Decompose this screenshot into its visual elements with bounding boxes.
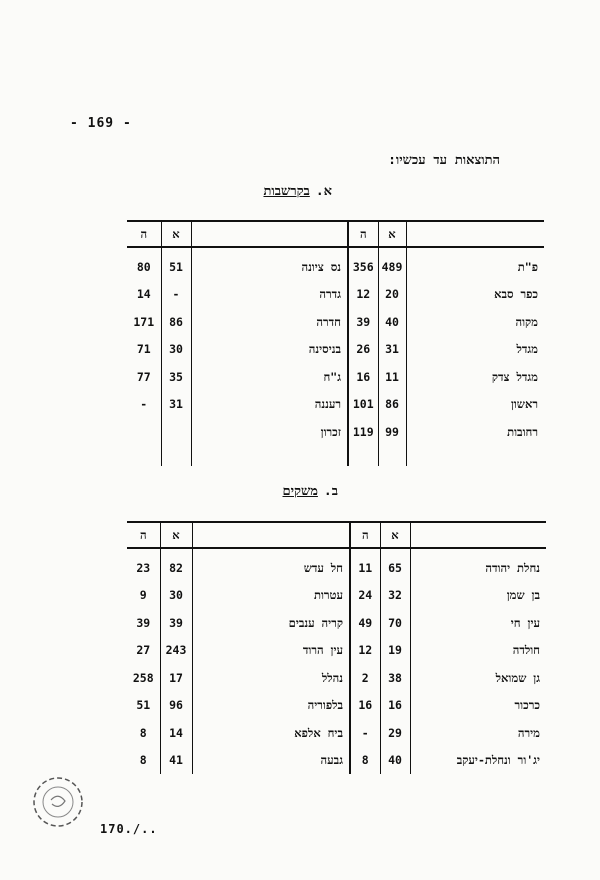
table-row [127,582,546,610]
value-cell: 24 [350,582,380,610]
value-cell: 243 [160,637,192,665]
value-cell: 8 [139,725,147,740]
value-cell: 258 [132,670,154,685]
value-cell: 23 [136,560,151,575]
value-cell: 14 [160,719,192,747]
place-cell: נחלת יהודה [410,554,546,582]
value-cell: 40 [378,308,406,336]
value-cell: 11 [378,363,406,391]
table-row [127,281,544,309]
table-header-row [127,221,544,247]
value-cell [127,418,161,446]
value-cell: 38 [380,664,410,692]
value-cell: 86 [161,308,191,336]
value-cell: 82 [160,554,192,582]
value-cell: 30 [161,336,191,364]
place-cell: מגדל צדק [406,363,544,391]
section-a-label: בקרשבות [263,184,310,199]
value-cell: 86 [378,391,406,419]
table-row [127,637,546,665]
place-cell: כרכור [410,692,546,720]
table-row [127,719,546,747]
place-cell: בניסינה [191,336,348,364]
place-cell: ראשון [406,391,544,419]
table-row [127,253,544,281]
value-cell: 119 [348,418,378,446]
value-cell: - [350,719,380,747]
section-b-title [283,483,338,499]
place-cell: נס ציונה [191,253,348,281]
col-header-place [410,522,546,548]
value-cell: 99 [378,418,406,446]
value-cell: 356 [348,253,378,281]
value-cell: 39 [348,308,378,336]
place-cell: זכרון [191,418,348,446]
value-cell: 96 [160,692,192,720]
value-cell: 171 [133,314,155,329]
table-row [127,609,546,637]
col-header-he: ה [127,522,160,548]
value-cell: 17 [160,664,192,692]
value-cell: 8 [350,747,380,775]
table-row [127,418,544,446]
results-table-a [127,220,544,466]
continuation-marker: 170./.. [100,822,158,836]
table-row [127,363,544,391]
value-cell: 12 [348,281,378,309]
place-cell: חל עדש [192,554,350,582]
place-cell: יג'ור ונחלת-יעקב [410,747,546,775]
value-cell: 70 [380,609,410,637]
place-cell: כפר סבא [406,281,544,309]
value-cell: 14 [136,287,151,302]
value-cell: 31 [161,391,191,419]
col-header-place [406,221,544,247]
table-row [127,308,544,336]
results-table-b [127,521,546,774]
value-cell: 27 [136,643,151,658]
value-cell: 26 [348,336,378,364]
place-cell: גן שמואל [410,664,546,692]
value-cell: 16 [350,692,380,720]
page-number: - 169 - [70,116,132,131]
place-cell: ביח אלפא [192,719,350,747]
place-cell: נהלל [192,664,350,692]
table-row [127,391,544,419]
table-row [127,664,546,692]
archive-stamp [30,774,86,830]
place-cell: מגדל [406,336,544,364]
value-cell: 101 [348,391,378,419]
col-header-aleph: א [380,522,410,548]
value-cell: - [161,281,191,309]
col-header-he: ה [350,522,380,548]
section-a-letter: א. [315,184,332,199]
value-cell: 32 [380,582,410,610]
place-cell: קריה ענבים [192,609,350,637]
value-cell: 19 [380,637,410,665]
value-cell: 16 [348,363,378,391]
section-a-title [263,183,332,199]
value-cell: 51 [161,253,191,281]
value-cell: 49 [350,609,380,637]
value-cell: 65 [380,554,410,582]
place-cell: רחובות [406,418,544,446]
place-cell: גבעה [192,747,350,775]
place-cell: מקוה [406,308,544,336]
place-cell: גדרה [191,281,348,309]
value-cell: 16 [380,692,410,720]
place-cell: חדרה [191,308,348,336]
place-cell: פ"ת [406,253,544,281]
page-heading: התוצאות עד עכשיו: [388,153,500,168]
table-row [127,336,544,364]
place-cell: בלפוריה [192,692,350,720]
table-row [127,747,546,775]
col-header-he: ה [348,221,378,247]
col-header-place [192,522,350,548]
value-cell: 51 [136,698,151,713]
value-cell [161,418,191,446]
value-cell: 12 [350,637,380,665]
value-cell: 2 [350,664,380,692]
value-cell: 39 [160,609,192,637]
section-b-label: משקים [282,484,318,499]
place-cell: עטרות [192,582,350,610]
table-header-row [127,522,546,548]
value-cell: 71 [136,342,151,357]
col-header-aleph: א [378,221,406,247]
value-cell: 40 [380,747,410,775]
place-cell: עין חי [410,609,546,637]
value-cell: 30 [160,582,192,610]
value-cell: 77 [136,369,151,384]
value-cell: 39 [136,615,151,630]
value-cell: 80 [136,259,151,274]
value-cell: 31 [378,336,406,364]
col-header-aleph: א [161,221,191,247]
value-cell: - [140,397,148,412]
place-cell: ג"ח [191,363,348,391]
table-row [127,554,546,582]
value-cell: 35 [161,363,191,391]
place-cell: בן שמן [410,582,546,610]
value-cell: 9 [139,588,147,603]
value-cell: 29 [380,719,410,747]
place-cell: רעננה [191,391,348,419]
section-b-letter: ב. [323,484,338,499]
value-cell: 41 [160,747,192,775]
col-header-he: ה [127,221,161,247]
col-header-aleph: א [160,522,192,548]
value-cell: 8 [139,753,147,768]
col-header-place [191,221,348,247]
value-cell: 11 [350,554,380,582]
place-cell: חולדה [410,637,546,665]
value-cell: 489 [378,253,406,281]
value-cell: 20 [378,281,406,309]
place-cell: עין הרוד [192,637,350,665]
table-row [127,692,546,720]
place-cell: מירה [410,719,546,747]
